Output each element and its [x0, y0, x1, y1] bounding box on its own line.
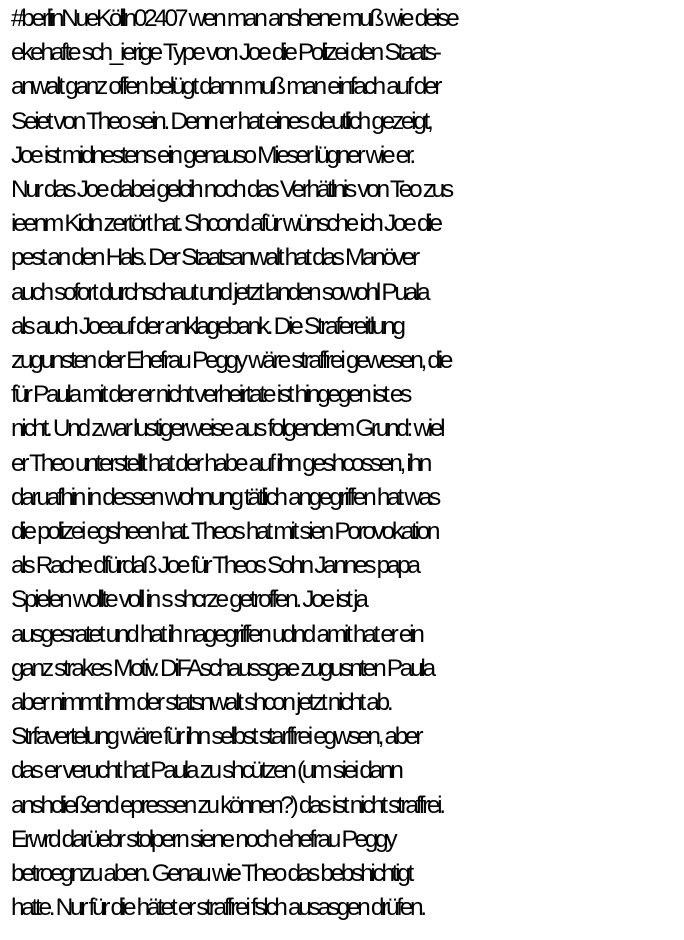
text-line: pest an den Hals. Der Staatsanwalt hat das Manöver — [11, 244, 417, 272]
text-line: Strfavertelung wäre für ihn selbst starffrei egwsen, aber — [11, 723, 421, 751]
text-line: #berlinNueKölln02407 wen man anshene muß wie deise — [11, 5, 457, 32]
text-line: ganz strakes Motiv. DiFAschaussgae zugusnten Paula — [11, 654, 433, 682]
document-text — [11, 2, 684, 925]
text-line: als Rache dfürdaß Joe für Theos Sohn Jannes papa — [11, 552, 418, 580]
text-line: aber nimmt ihm der statsnwalt shcon jetzt nicht ab. — [11, 689, 391, 717]
text-line: er Theo unterstellt hat der habe auf ihn geshcossen, ihn — [11, 449, 430, 477]
text-line: auch sofort durchschaut und jetzt landen sowohl Puala — [11, 278, 428, 306]
text-line: daruafhin in dessen wohnung tätlich angegriffen hat was — [11, 483, 438, 511]
text-line: Seiet von Theo sein. Denn er hat eines deutlich gezeigt, — [11, 107, 431, 135]
text-line: als auch Joeauf der anklagebank. Die Strafereitlung — [11, 312, 403, 340]
text-line: ausgesratet und hat ih nagegriffen udnd amit hat er ein — [11, 620, 422, 648]
text-line: anshcließend epressen zu können?) das ist nicht straffrei. — [11, 791, 443, 819]
text-line: ekehafte sch_ierige Type von Joe die Polizei den Staats- — [11, 39, 439, 67]
text-line: nicht. Und zwar lustigerweise aus folgendem Grund: wiel — [11, 415, 443, 443]
text-line: betroegnzu aben. Genau wie Theo das bebshichtigt — [11, 860, 411, 888]
text-line: das er verucht hat Paula zu shcützen (um siei dann — [11, 757, 401, 785]
text-line: hatte. Nur für die hätet er straffrei fslch ausasgen drüfen. — [11, 894, 424, 922]
text-line: Spielen wollte voll in s shcrze getroffen. Joe ist ja — [11, 586, 366, 614]
text-line: Nur das Joe dabei gelcih noch das Verhätlnis von Teo zus — [11, 176, 451, 204]
text-line: Joe ist midnestens ein genauso Mieser lügner wie er. — [11, 141, 413, 169]
text-line: ieenm Kidn zertört hat. Shcond afür wünsche ich Joe die — [11, 210, 440, 238]
text-line: zugunsten der Ehefrau Peggy wäre straffrei gewesen, die — [11, 347, 451, 375]
text-line: Erwrd darüebr stolpern siene noch ehefrau Peggy — [11, 825, 395, 853]
text-line: anwalt ganz offen belügt dann muß man einfach auf der — [11, 73, 440, 101]
text-line: für Paula mit der er nicht verheirtate ist hingegen ist es — [11, 381, 410, 409]
text-line: die polizei egsheen hat. Theos hat mit sien Porovokation — [11, 518, 438, 546]
